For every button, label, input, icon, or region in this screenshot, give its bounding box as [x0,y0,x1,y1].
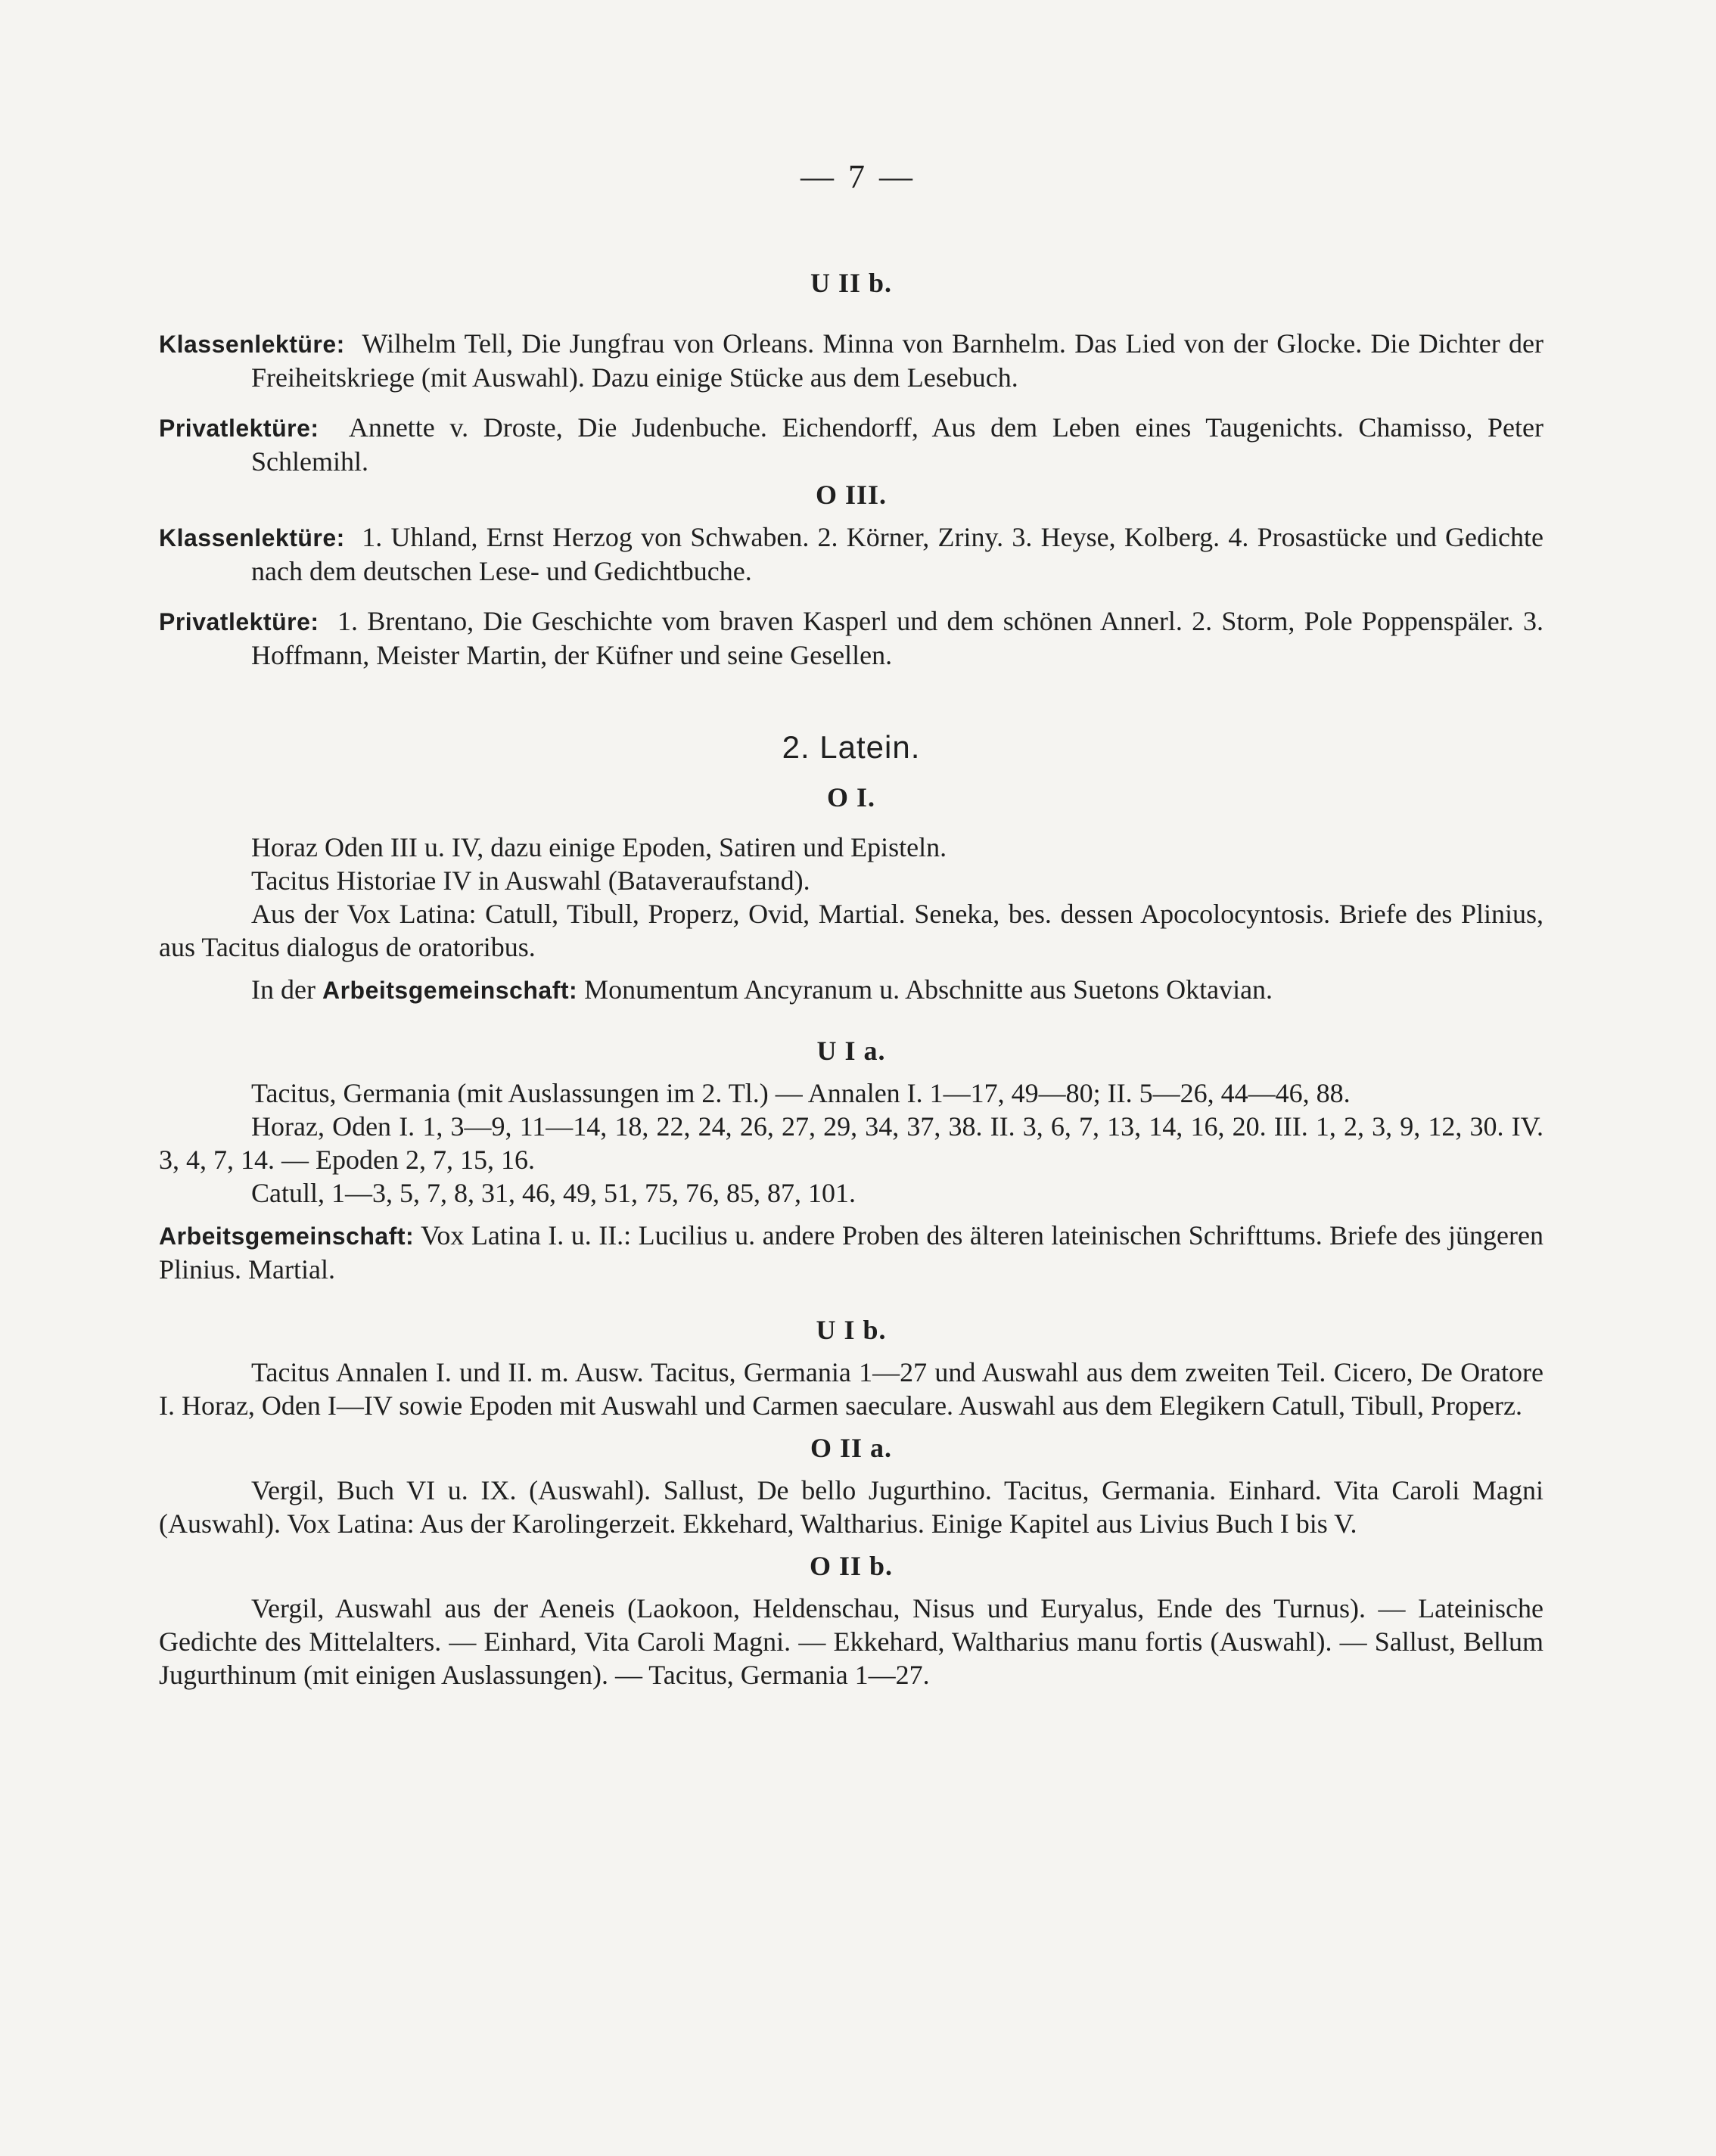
klassenlektuere-text: Wilhelm Tell, Die Jungfrau von Orleans. Minna von Barnhelm. Das Lied von der Glocke. Die Dichter der Freiheitskriege (mit Auswahl). Dazu einige Stücke aus dem Lesebuch. [251,328,1543,393]
klassenlektuere-label: Klassenlektüre: [159,331,345,358]
uib-text: Tacitus Annalen I. und II. m. Ausw. Tacitus, Germania 1—27 und Auswahl aus dem zweiten Teil. Cicero, De Oratore I. Horaz, Oden I—IV sowie Epoden mit Auswahl und Carmen saeculare. Auswahl aus dem Elegikern Catull, Tibull, Properz. [159,1357,1543,1421]
uia-arbeitsgemeinschaft [159,1219,1543,1286]
uia-line-catull: Catull, 1—3, 5, 7, 8, 31, 46, 49, 51, 75, 76, 85, 87, 101. [251,1178,856,1208]
section-heading-oi: O I. [826,782,875,812]
klassenlektuere-text: 1. Uhland, Ernst Herzog von Schwaben. 2. Körner, Zriny. 3. Heyse, Kolberg. 4. Prosastücke und Gedichte nach dem deutschen Lese- und Gedichtbuche. [251,522,1543,586]
ag-text: Monumentum Ancyranum u. Abschnitte aus Suetons Oktavian. [584,974,1273,1005]
oiii-klassenlektuere [159,520,1543,588]
ag-text: Vox Latina I. u. II.: Lucilius u. andere Proben des älteren lateinischen Schrifttums. Briefe des jüngeren Plinius. Martial. [159,1220,1543,1285]
oiia-text: Vergil, Buch VI u. IX. (Auswahl). Sallust, De bello Jugurthino. Tacitus, Germania. Einhard. Vita Caroli Magni (Auswahl). Vox Latina: Aus der Karolingerzeit. Ekkehard, Waltharius. Einige Kapitel aus Livius Buch I bis V. [159,1475,1543,1539]
privatlektuere-text: Annette v. Droste, Die Judenbuche. Eichendorff, Aus dem Leben eines Taugenichts. Chamisso, Peter Schlemihl. [251,412,1544,477]
privatlektuere-text: 1. Brentano, Die Geschichte vom braven Kasperl und dem schönen Annerl. 2. Storm, Pole Poppenspäler. 3. Hoffmann, Meister Martin, der Küfner und seine Gesellen. [251,606,1544,670]
oi-line-horaz: Horaz Oden III u. IV, dazu einige Epoden, Satiren und Episteln. [251,832,947,862]
oi-line-vox-latina: Aus der Vox Latina: Catull, Tibull, Properz, Ovid, Martial. Seneka, bes. dessen Apocolocyntosis. Briefe des Plinius, aus Tacitus dialogus de oratoribus. [159,899,1543,962]
klassenlektuere-label: Klassenlektüre: [159,524,345,551]
oi-line-tacitus: Tacitus Historiae IV in Auswahl (Bataveraufstand). [251,865,810,896]
arbeitsgemeinschaft-label: Arbeitsgemeinschaft: [322,977,578,1004]
oi-arbeitsgemeinschaft [159,973,1543,1007]
uia-line-tacitus: Tacitus, Germania (mit Auslassungen im 2. Tl.) — Annalen I. 1—17, 49—80; II. 5—26, 44—46, 88. [251,1078,1351,1108]
oiii-privatlektuere [159,604,1543,672]
privatlektuere-label: Privatlektüre: [159,415,319,442]
section-heading-uia: U I a. [816,1036,886,1066]
oiib-text: Vergil, Auswahl aus der Aeneis (Laokoon, Heldenschau, Nisus und Euryalus, Ende des Turnus). — Lateinische Gedichte des Mittelalters. — Einhard, Vita Caroli Magni. — Ekkehard, Waltharius manu fortis (Auswahl). — Sallust, Bellum Jugurthinum (mit einigen Auslassungen). — Tacitus, Germania 1—27. [159,1593,1543,1690]
arbeitsgemeinschaft-label: Arbeitsgemeinschaft: [159,1222,415,1250]
page-number: — 7 — [800,158,916,195]
section-heading-oiii: O III. [815,480,888,510]
privatlektuere-label: Privatlektüre: [159,608,319,635]
section-heading-oiib: O II b. [809,1551,894,1581]
uia-line-horaz: Horaz, Oden I. 1, 3—9, 11—14, 18, 22, 24, 26, 27, 29, 34, 37, 38. II. 3, 6, 7, 13, 14, 16, 20. III. 1, 2, 3, 9, 12, 30. IV. 3, 4, 7, 14. — Epoden 2, 7, 15, 16. [159,1111,1543,1175]
ag-prefix: In der [251,974,316,1005]
section-heading-uib: U I b. [816,1315,887,1345]
uiib-privatlektuere [159,411,1543,478]
uiib-klassenlektuere [159,327,1543,394]
section-title-latein: 2. Latein. [782,729,921,765]
section-heading-uiib: U II b. [810,268,893,298]
page-content [159,266,1543,1692]
section-heading-oiia: O II a. [810,1433,893,1463]
